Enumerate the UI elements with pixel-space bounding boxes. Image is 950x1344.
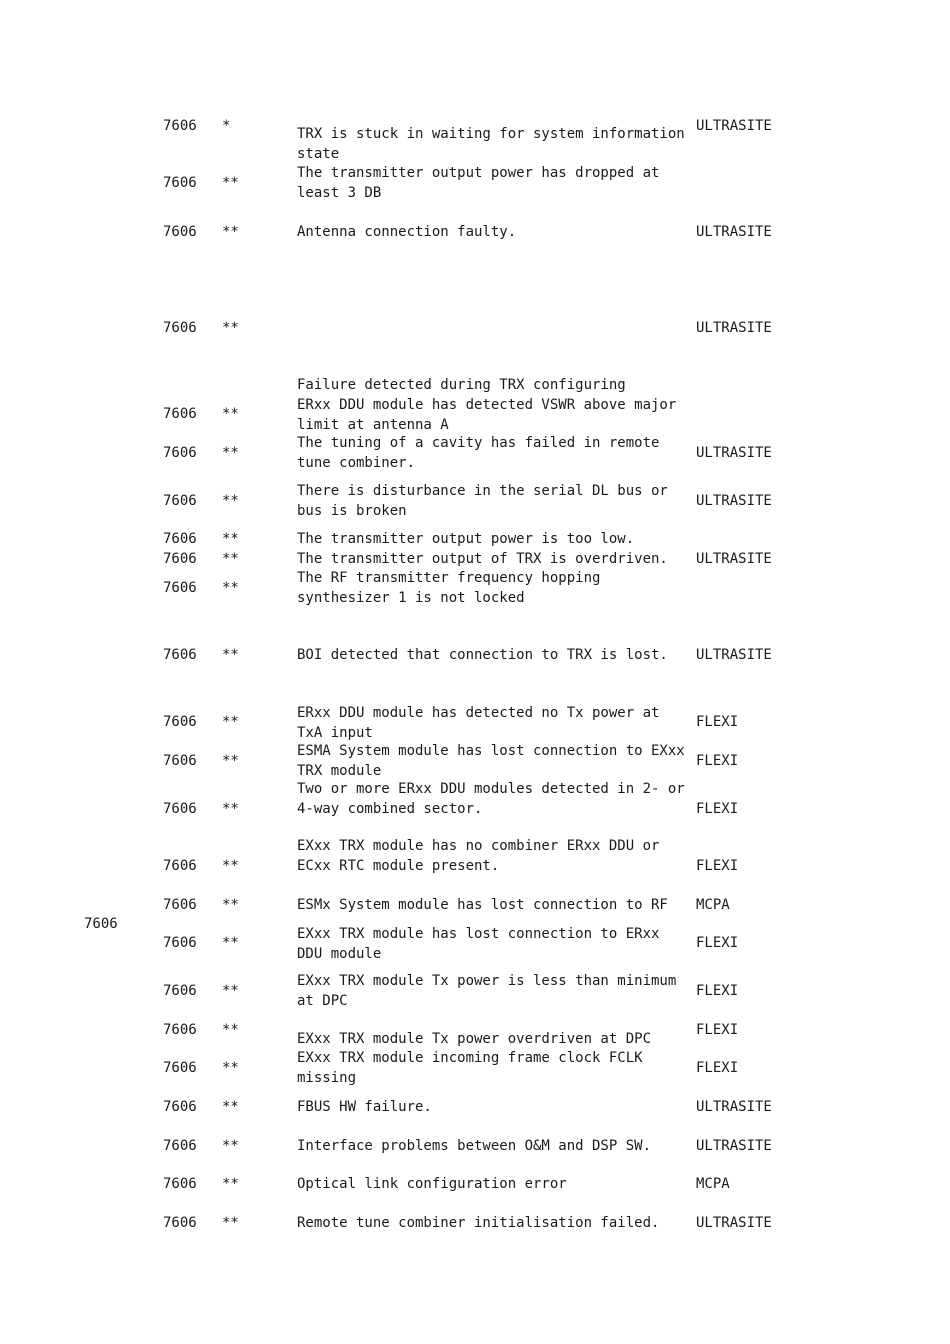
system: ULTRASITE xyxy=(696,493,772,509)
alarm-code: 7606 xyxy=(163,224,197,240)
severity: ** xyxy=(222,175,239,191)
description: EXxx TRX module Tx power is less than minimum at DPC xyxy=(297,973,677,1009)
severity: ** xyxy=(222,858,239,874)
severity: ** xyxy=(222,224,239,240)
severity: ** xyxy=(222,935,239,951)
severity: ** xyxy=(222,580,239,596)
system: MCPA xyxy=(696,897,730,913)
alarm-code: 7606 xyxy=(163,445,197,461)
alarm-code: 7606 xyxy=(163,1176,197,1192)
description: The RF transmitter frequency hopping synthesizer 1 is not locked xyxy=(297,570,601,606)
alarm-code: 7606 xyxy=(163,493,197,509)
system: FLEXI xyxy=(696,714,739,730)
description: ERxx DDU module has detected VSWR above major limit at antenna A xyxy=(297,397,677,433)
alarm-code: 7606 xyxy=(163,320,197,336)
severity: * xyxy=(222,118,231,134)
description: EXxx TRX module incoming frame clock FCLK missing xyxy=(297,1050,643,1086)
description: The transmitter output power is too low. xyxy=(297,531,635,547)
alarm-code: 7606 xyxy=(163,551,197,567)
description: FBUS HW failure. xyxy=(297,1099,432,1115)
alarm-code: 7606 xyxy=(163,983,197,999)
severity: ** xyxy=(222,1099,239,1115)
severity: ** xyxy=(222,445,239,461)
severity: ** xyxy=(222,406,239,422)
severity: ** xyxy=(222,1176,239,1192)
severity: ** xyxy=(222,1138,239,1154)
severity: ** xyxy=(222,753,239,769)
severity: ** xyxy=(222,320,239,336)
severity: ** xyxy=(222,531,239,547)
severity: ** xyxy=(222,493,239,509)
description: BOI detected that connection to TRX is lost. xyxy=(297,647,668,663)
alarm-code: 7606 xyxy=(163,753,197,769)
severity: ** xyxy=(222,1022,239,1038)
severity: ** xyxy=(222,897,239,913)
alarm-code: 7606 xyxy=(163,1099,197,1115)
description: ESMx System module has lost connection to RF xyxy=(297,897,668,913)
alarm-code: 7606 xyxy=(163,1138,197,1154)
description: Optical link configuration error xyxy=(297,1176,567,1192)
description: The tuning of a cavity has failed in remote tune combiner. xyxy=(297,435,660,471)
description: Remote tune combiner initialisation failed. xyxy=(297,1215,660,1231)
description: ERxx DDU module has detected no Tx power at TxA input xyxy=(297,705,660,741)
system: FLEXI xyxy=(696,1060,739,1076)
system: ULTRASITE xyxy=(696,1215,772,1231)
system: FLEXI xyxy=(696,935,739,951)
description: The transmitter output power has dropped at least 3 DB xyxy=(297,165,660,201)
system: ULTRASITE xyxy=(696,118,772,134)
system: FLEXI xyxy=(696,1022,739,1038)
alarm-code: 7606 xyxy=(163,647,197,663)
system: ULTRASITE xyxy=(696,551,772,567)
alarm-code: 7606 xyxy=(163,580,197,596)
alarm-code: 7606 xyxy=(163,1022,197,1038)
alarm-code: 7606 xyxy=(163,714,197,730)
description: Failure detected during TRX configuring xyxy=(297,377,626,393)
severity: ** xyxy=(222,1060,239,1076)
system: FLEXI xyxy=(696,858,739,874)
system: ULTRASITE xyxy=(696,647,772,663)
description: Interface problems between O&M and DSP SW. xyxy=(297,1138,652,1154)
alarm-code: 7606 xyxy=(163,858,197,874)
alarm-code: 7606 xyxy=(163,801,197,817)
description: EXxx TRX module has no combiner ERxx DDU or ECxx RTC module present. xyxy=(297,838,660,874)
alarm-code: 7606 xyxy=(163,1215,197,1231)
system: MCPA xyxy=(696,1176,730,1192)
system: ULTRASITE xyxy=(696,224,772,240)
side-code: 7606 xyxy=(84,916,118,932)
description: ESMA System module has lost connection to EXxx TRX module xyxy=(297,743,685,779)
severity: ** xyxy=(222,714,239,730)
alarm-code: 7606 xyxy=(163,897,197,913)
alarm-code: 7606 xyxy=(163,118,197,134)
system: FLEXI xyxy=(696,753,739,769)
alarm-code: 7606 xyxy=(163,1060,197,1076)
system: ULTRASITE xyxy=(696,1138,772,1154)
system: ULTRASITE xyxy=(696,1099,772,1115)
system: ULTRASITE xyxy=(696,445,772,461)
alarm-code: 7606 xyxy=(163,406,197,422)
severity: ** xyxy=(222,983,239,999)
description: The transmitter output of TRX is overdriven. xyxy=(297,551,668,567)
severity: ** xyxy=(222,1215,239,1231)
system: FLEXI xyxy=(696,801,739,817)
description: EXxx TRX module has lost connection to ERxx DDU module xyxy=(297,926,660,962)
description: There is disturbance in the serial DL bus or bus is broken xyxy=(297,483,668,519)
severity: ** xyxy=(222,551,239,567)
system: ULTRASITE xyxy=(696,320,772,336)
system: FLEXI xyxy=(696,983,739,999)
alarm-code: 7606 xyxy=(163,531,197,547)
description: Two or more ERxx DDU modules detected in 2- or 4-way combined sector. xyxy=(297,781,685,817)
alarm-code: 7606 xyxy=(163,935,197,951)
description: TRX is stuck in waiting for system information state xyxy=(297,126,685,162)
description: EXxx TRX module Tx power overdriven at DPC xyxy=(297,1031,652,1047)
severity: ** xyxy=(222,647,239,663)
severity: ** xyxy=(222,801,239,817)
alarm-code: 7606 xyxy=(163,175,197,191)
description: Antenna connection faulty. xyxy=(297,224,517,240)
